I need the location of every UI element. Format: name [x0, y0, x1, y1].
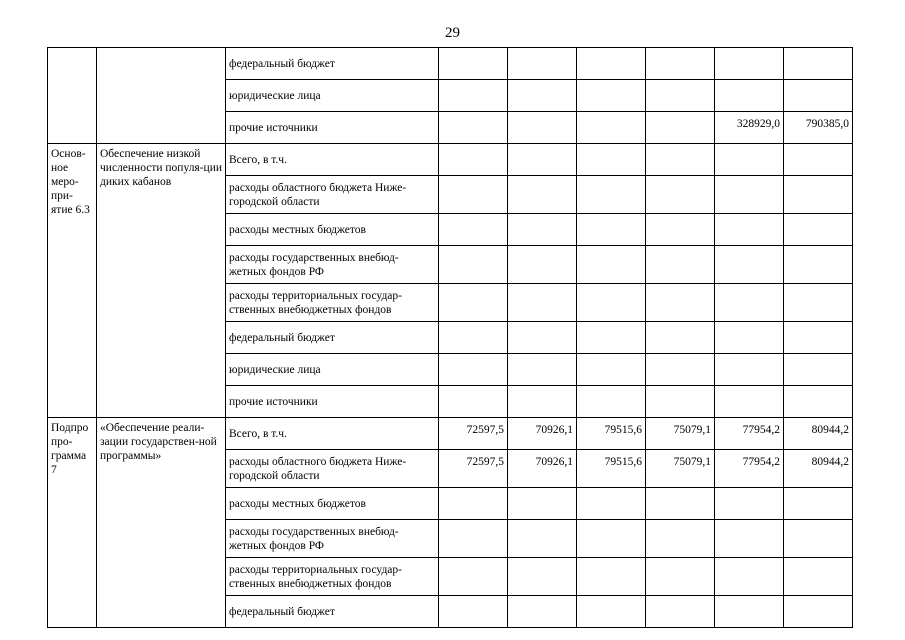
amount-cell: 80944,2: [784, 450, 853, 488]
amount-cell: [508, 144, 577, 176]
amount-cell: [715, 596, 784, 628]
amount-cell: 77954,2: [715, 418, 784, 450]
amount-cell: 328929,0: [715, 112, 784, 144]
amount-cell: [715, 48, 784, 80]
table-row: [48, 144, 853, 176]
amount-cell: 79515,6: [577, 418, 646, 450]
amount-cell: [577, 322, 646, 354]
amount-cell: [784, 80, 853, 112]
measure-name-cell: «Обеспечение реали-зации государствен-ной программы»: [97, 418, 226, 628]
amount-cell: [508, 596, 577, 628]
funding-source-cell: расходы местных бюджетов: [226, 488, 439, 520]
amount-cell: [577, 386, 646, 418]
funding-source-cell: юридические лица: [226, 80, 439, 112]
amount-cell: [577, 596, 646, 628]
amount-cell: 790385,0: [784, 112, 853, 144]
amount-cell: [508, 488, 577, 520]
amount-cell: [715, 488, 784, 520]
funding-source-cell: прочие источники: [226, 112, 439, 144]
amount-cell: [577, 112, 646, 144]
amount-cell: [646, 488, 715, 520]
budget-table-body: [48, 48, 853, 628]
amount-cell: [784, 596, 853, 628]
amount-cell: 70926,1: [508, 418, 577, 450]
amount-cell: [439, 176, 508, 214]
amount-cell: [439, 520, 508, 558]
amount-cell: 72597,5: [439, 418, 508, 450]
amount-cell: [439, 386, 508, 418]
amount-cell: [508, 48, 577, 80]
amount-cell: [439, 48, 508, 80]
amount-cell: [715, 558, 784, 596]
funding-source-cell: федеральный бюджет: [226, 48, 439, 80]
amount-cell: [439, 596, 508, 628]
amount-cell: [715, 176, 784, 214]
amount-cell: [439, 80, 508, 112]
amount-cell: [646, 48, 715, 80]
funding-source-cell: Всего, в т.ч.: [226, 144, 439, 176]
amount-cell: [784, 176, 853, 214]
amount-cell: [784, 386, 853, 418]
amount-cell: 79515,6: [577, 450, 646, 488]
amount-cell: [439, 488, 508, 520]
amount-cell: [439, 144, 508, 176]
amount-cell: [439, 284, 508, 322]
amount-cell: [577, 214, 646, 246]
amount-cell: [439, 558, 508, 596]
amount-cell: [784, 214, 853, 246]
amount-cell: [646, 176, 715, 214]
amount-cell: [646, 144, 715, 176]
amount-cell: [439, 246, 508, 284]
amount-cell: [577, 176, 646, 214]
amount-cell: [646, 558, 715, 596]
funding-source-cell: расходы государственных внебюд-жетных фондов РФ: [226, 520, 439, 558]
amount-cell: [508, 284, 577, 322]
amount-cell: [577, 488, 646, 520]
amount-cell: [784, 284, 853, 322]
measure-name-cell: [97, 48, 226, 144]
amount-cell: [508, 354, 577, 386]
amount-cell: [646, 246, 715, 284]
amount-cell: [439, 354, 508, 386]
funding-source-cell: расходы территориальных государ-ственных внебюджетных фондов: [226, 558, 439, 596]
funding-source-cell: расходы областного бюджета Ниже-городской области: [226, 450, 439, 488]
amount-cell: [646, 284, 715, 322]
page-number: 29: [445, 25, 460, 41]
amount-cell: 77954,2: [715, 450, 784, 488]
amount-cell: [646, 214, 715, 246]
amount-cell: [439, 214, 508, 246]
amount-cell: [784, 558, 853, 596]
amount-cell: [577, 48, 646, 80]
amount-cell: [508, 176, 577, 214]
amount-cell: [577, 354, 646, 386]
amount-cell: [715, 80, 784, 112]
funding-source-cell: расходы территориальных государ-ственных внебюджетных фондов: [226, 284, 439, 322]
amount-cell: 75079,1: [646, 418, 715, 450]
amount-cell: [577, 246, 646, 284]
amount-cell: [784, 48, 853, 80]
amount-cell: 72597,5: [439, 450, 508, 488]
amount-cell: [784, 144, 853, 176]
amount-cell: [508, 558, 577, 596]
amount-cell: [439, 112, 508, 144]
amount-cell: [577, 284, 646, 322]
measure-code-cell: Основ-ное меро-при-ятие 6.3: [48, 144, 97, 418]
amount-cell: [646, 596, 715, 628]
amount-cell: [784, 520, 853, 558]
amount-cell: [784, 246, 853, 284]
amount-cell: 75079,1: [646, 450, 715, 488]
amount-cell: [646, 386, 715, 418]
amount-cell: [715, 322, 784, 354]
funding-source-cell: федеральный бюджет: [226, 596, 439, 628]
amount-cell: [646, 322, 715, 354]
amount-cell: [577, 144, 646, 176]
table-row: [48, 418, 853, 450]
funding-source-cell: Всего, в т.ч.: [226, 418, 439, 450]
amount-cell: [784, 354, 853, 386]
amount-cell: [784, 488, 853, 520]
amount-cell: [508, 520, 577, 558]
amount-cell: [715, 354, 784, 386]
measure-code-cell: [48, 48, 97, 144]
amount-cell: [646, 520, 715, 558]
amount-cell: [439, 322, 508, 354]
funding-source-cell: расходы областного бюджета Ниже-городской области: [226, 176, 439, 214]
amount-cell: [646, 354, 715, 386]
funding-source-cell: расходы государственных внебюд-жетных фондов РФ: [226, 246, 439, 284]
funding-source-cell: прочие источники: [226, 386, 439, 418]
amount-cell: [577, 80, 646, 112]
amount-cell: [715, 214, 784, 246]
amount-cell: [508, 214, 577, 246]
amount-cell: 80944,2: [784, 418, 853, 450]
amount-cell: [508, 80, 577, 112]
funding-source-cell: федеральный бюджет: [226, 322, 439, 354]
funding-source-cell: юридические лица: [226, 354, 439, 386]
amount-cell: [646, 80, 715, 112]
amount-cell: [715, 246, 784, 284]
measure-code-cell: Подпро про-грамма 7: [48, 418, 97, 628]
amount-cell: [577, 558, 646, 596]
measure-name-cell: Обеспечение низкой численности популя-ции диких кабанов: [97, 144, 226, 418]
amount-cell: [715, 284, 784, 322]
amount-cell: [508, 112, 577, 144]
amount-cell: [577, 520, 646, 558]
amount-cell: 70926,1: [508, 450, 577, 488]
budget-table: [47, 47, 853, 628]
table-row: [48, 48, 853, 80]
amount-cell: [715, 520, 784, 558]
amount-cell: [715, 144, 784, 176]
amount-cell: [508, 246, 577, 284]
funding-source-cell: расходы местных бюджетов: [226, 214, 439, 246]
amount-cell: [646, 112, 715, 144]
amount-cell: [508, 322, 577, 354]
amount-cell: [715, 386, 784, 418]
amount-cell: [508, 386, 577, 418]
amount-cell: [784, 322, 853, 354]
